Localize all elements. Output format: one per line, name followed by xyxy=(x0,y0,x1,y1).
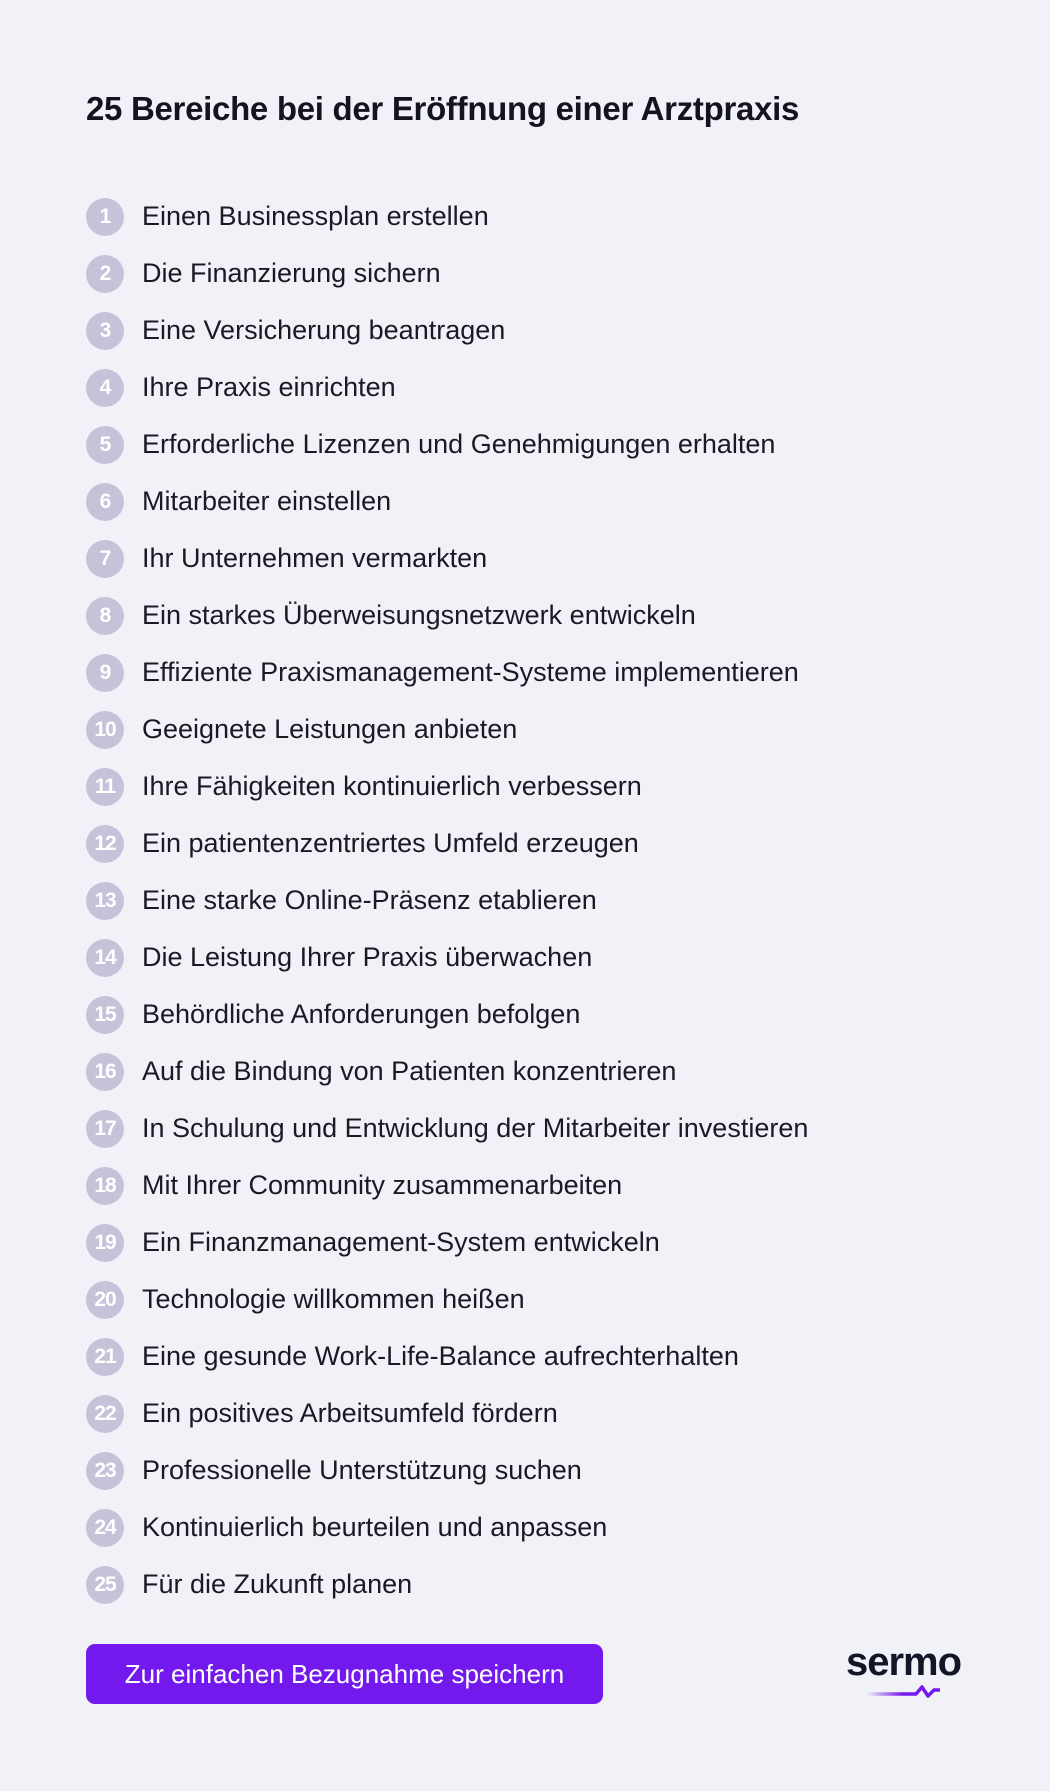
item-label: Einen Businessplan erstellen xyxy=(142,201,489,231)
number-badge: 9 xyxy=(86,654,124,692)
number-badge: 10 xyxy=(86,711,124,749)
item-label: Mitarbeiter einstellen xyxy=(142,486,392,516)
logo-text: sermo xyxy=(846,1640,962,1684)
item-label: Ein positives Arbeitsumfeld fördern xyxy=(142,1398,558,1428)
number-badge: 22 xyxy=(86,1395,124,1433)
number-badge: 24 xyxy=(86,1509,124,1547)
number-badge: 18 xyxy=(86,1167,124,1205)
list-item xyxy=(86,302,808,359)
item-label: Ihr Unternehmen vermarkten xyxy=(142,543,488,573)
save-button[interactable]: Zur einfachen Bezugnahme speichern xyxy=(86,1644,603,1704)
number-badge: 6 xyxy=(86,483,124,521)
item-label: Eine Versicherung beantragen xyxy=(142,315,506,345)
number-badge: 21 xyxy=(86,1338,124,1376)
number-badge: 7 xyxy=(86,540,124,578)
list-item xyxy=(86,473,808,530)
number-badge: 12 xyxy=(86,825,124,863)
item-label: Geeignete Leistungen anbieten xyxy=(142,714,518,744)
item-label: Eine gesunde Work-Life-Balance aufrechterhalten xyxy=(142,1341,739,1371)
item-label: Technologie willkommen heißen xyxy=(142,1284,525,1314)
item-label: Mit Ihrer Community zusammenarbeiten xyxy=(142,1170,623,1200)
number-badge: 11 xyxy=(86,768,124,806)
list-item xyxy=(86,815,808,872)
number-badge: 5 xyxy=(86,426,124,464)
list-item xyxy=(86,587,808,644)
item-label: Ihre Fähigkeiten kontinuierlich verbessern xyxy=(142,771,642,801)
list-item xyxy=(86,872,808,929)
number-badge: 14 xyxy=(86,939,124,977)
list-item xyxy=(86,1043,808,1100)
item-label: Ein patientenzentriertes Umfeld erzeugen xyxy=(142,828,639,858)
number-badge: 23 xyxy=(86,1452,124,1490)
number-badge: 2 xyxy=(86,255,124,293)
number-badge: 4 xyxy=(86,369,124,407)
list-item xyxy=(86,1271,808,1328)
item-label: Erforderliche Lizenzen und Genehmigungen erhalten xyxy=(142,429,776,459)
item-label: Kontinuierlich beurteilen und anpassen xyxy=(142,1512,608,1542)
item-label: Effiziente Praxismanagement-Systeme implementieren xyxy=(142,657,799,687)
list-item xyxy=(86,416,808,473)
item-label: In Schulung und Entwicklung der Mitarbeiter investieren xyxy=(142,1113,809,1143)
item-label: Die Leistung Ihrer Praxis überwachen xyxy=(142,942,593,972)
page-title: 25 Bereiche bei der Eröffnung einer Arztpraxis xyxy=(86,90,800,127)
number-badge: 8 xyxy=(86,597,124,635)
sermo-logo xyxy=(846,1640,966,1700)
item-label: Auf die Bindung von Patienten konzentrieren xyxy=(142,1056,677,1086)
number-badge: 3 xyxy=(86,312,124,350)
item-label: Ein starkes Überweisungsnetzwerk entwickeln xyxy=(142,600,696,630)
number-badge: 13 xyxy=(86,882,124,920)
list-item xyxy=(86,1328,808,1385)
list-item xyxy=(86,245,808,302)
list-item xyxy=(86,188,808,245)
list-item xyxy=(86,1100,808,1157)
item-label: Professionelle Unterstützung suchen xyxy=(142,1455,582,1485)
item-label: Ihre Praxis einrichten xyxy=(142,372,396,402)
logo-wave-icon xyxy=(846,1684,966,1698)
number-badge: 17 xyxy=(86,1110,124,1148)
list-item xyxy=(86,1499,808,1556)
list-item xyxy=(86,1157,808,1214)
item-label: Ein Finanzmanagement-System entwickeln xyxy=(142,1227,660,1257)
list-item xyxy=(86,644,808,701)
number-badge: 16 xyxy=(86,1053,124,1091)
list-item xyxy=(86,929,808,986)
list-item xyxy=(86,359,808,416)
item-label: Für die Zukunft planen xyxy=(142,1569,413,1599)
list-item xyxy=(86,1442,808,1499)
item-label: Behördliche Anforderungen befolgen xyxy=(142,999,581,1029)
list-item xyxy=(86,530,808,587)
number-badge: 1 xyxy=(86,198,124,236)
list-item xyxy=(86,1385,808,1442)
list-item xyxy=(86,758,808,815)
steps-list xyxy=(86,188,808,1613)
list-item xyxy=(86,1556,808,1613)
item-label: Die Finanzierung sichern xyxy=(142,258,441,288)
number-badge: 19 xyxy=(86,1224,124,1262)
list-item xyxy=(86,986,808,1043)
list-item xyxy=(86,1214,808,1271)
number-badge: 15 xyxy=(86,996,124,1034)
number-badge: 20 xyxy=(86,1281,124,1319)
item-label: Eine starke Online-Präsenz etablieren xyxy=(142,885,597,915)
number-badge: 25 xyxy=(86,1566,124,1604)
list-item xyxy=(86,701,808,758)
